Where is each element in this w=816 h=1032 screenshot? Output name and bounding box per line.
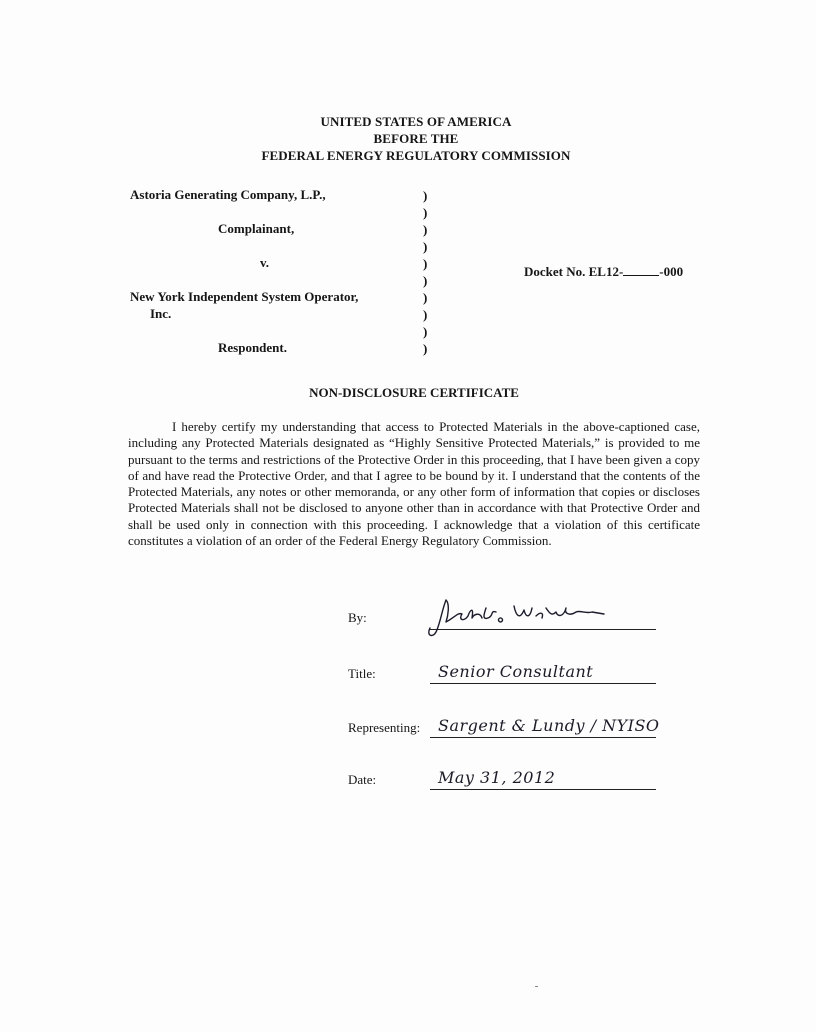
caption-bracket: ) [423, 222, 428, 237]
by-label: By: [348, 610, 367, 625]
signature-row-by [346, 596, 666, 630]
caption-bracket: ) [423, 256, 428, 271]
caption-bracket: ) [423, 307, 428, 322]
caption-bracket: ) [423, 341, 428, 356]
respondent-role: Respondent. [218, 340, 287, 355]
handwritten-signature [424, 594, 624, 640]
caption-bracket: ) [423, 290, 428, 305]
title-value: Senior Consultant [438, 662, 594, 681]
caption-bracket: ) [423, 324, 428, 339]
certificate-body: I hereby certify my understanding that access to Protected Materials in the above-captioned case, including any Protected Materials designated as “Highly Sensitive Protected Materials,” is provided to me pursuant to the terms and restrictions of the Protective Order in this proceeding, that I have been given a copy of and have read the Protective Order, and that I agree to be bound by it. I understand that the contents of the Protected Materials, any notes or other memoranda, or any other form of information that copies or discloses Protected Materials shall not be disclosed to anyone other than in accordance with that Protective Order and shall be used only in connection with this proceeding. I acknowledge that a violation of this certificate constitutes a violation of an order of the Federal Energy Regulatory Commission. [128, 419, 700, 549]
docket-suffix: -000 [659, 264, 684, 279]
complainant-name: Astoria Generating Company, L.P., [130, 187, 326, 202]
title-line [430, 683, 656, 684]
versus-label: v. [260, 255, 270, 270]
certificate-title-text: NON-DISCLOSURE CERTIFICATE [309, 385, 519, 400]
caption-bracket: ) [423, 239, 428, 254]
date-value: May 31, 2012 [438, 768, 556, 787]
date-line [430, 789, 656, 790]
header-commission: FEDERAL ENERGY REGULATORY COMMISSION [261, 148, 571, 163]
representing-line [430, 737, 656, 738]
complainant-role: Complainant, [218, 221, 295, 236]
signature-row-title [346, 654, 666, 684]
representing-label: Representing: [348, 720, 421, 735]
signature-row-representing [346, 708, 666, 738]
scan-speck [535, 986, 538, 987]
header-before: BEFORE THE [373, 131, 459, 146]
caption-bracket-column [423, 187, 427, 357]
certificate-title [0, 385, 816, 401]
title-label: Title: [348, 666, 376, 681]
signature-row-date [346, 760, 666, 790]
date-label: Date: [348, 772, 377, 787]
respondent-name-line2: Inc. [150, 306, 172, 321]
docket-number [524, 264, 683, 280]
caption-bracket: ) [423, 273, 428, 288]
docket-blank [623, 264, 659, 276]
document-header [0, 113, 816, 164]
caption-bracket: ) [423, 205, 428, 220]
header-country: UNITED STATES OF AMERICA [320, 114, 512, 129]
docket-prefix: Docket No. EL12- [524, 264, 624, 279]
representing-value: Sargent & Lundy / NYISO [438, 716, 660, 735]
respondent-name-line1: New York Independent System Operator, [130, 289, 359, 304]
caption-bracket: ) [423, 188, 428, 203]
